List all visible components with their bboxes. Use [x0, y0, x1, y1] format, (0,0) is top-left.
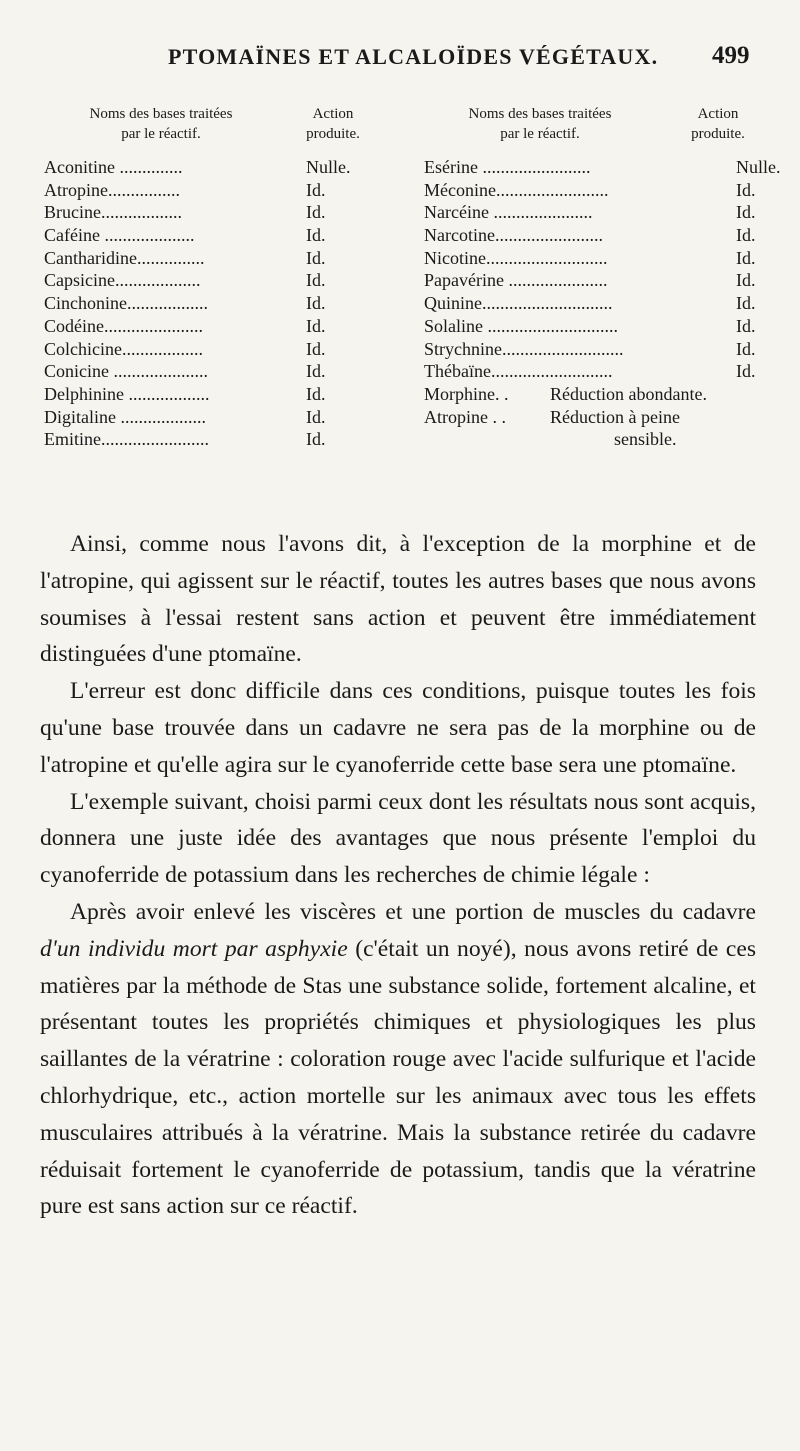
base-name: Colchicine..................: [44, 338, 203, 359]
base-name: Atropine................: [44, 179, 180, 200]
base-name: Digitaline ...................: [44, 406, 206, 427]
table-row: [44, 269, 404, 292]
action-value: Id.: [306, 179, 326, 200]
base-name: Atropine . .: [424, 406, 506, 427]
table-row: [44, 383, 404, 406]
action-value: Id.: [306, 338, 326, 359]
action-value: Id.: [736, 202, 756, 223]
left-action-header: Action produite.: [306, 106, 360, 142]
right-column: [424, 156, 781, 451]
table-row: [44, 315, 404, 338]
paragraph-text: (c'était un noyé), nous avons retiré de ces matières par la méthode de Stas une substance solide, fortement alcaline, et présentant toutes les propriétés chimiques et physiologiques les plus saillantes de la vératrine : coloration rouge avec l'acide sulfurique et l'acide chlorhydrique, etc., action mortelle sur les animaux avec tous les effets musculaires attribués à la vératrine. Mais la substance retirée du cadavre réduisait fortement le cyanoferride de potassium, tandis que la vératrine pure est sans action sur ce réactif.: [40, 935, 757, 1220]
base-name: Capsicine...................: [44, 270, 201, 291]
action-value: Id.: [306, 361, 326, 382]
base-name: Strychnine...........................: [424, 338, 624, 359]
action-value: Id.: [306, 429, 326, 450]
action-value: Id.: [736, 293, 756, 314]
table-row: [424, 156, 781, 179]
action-value: Nulle.: [306, 157, 351, 177]
table-row: [424, 224, 776, 247]
base-name: Codéine......................: [44, 315, 203, 336]
base-name: Quinine.............................: [424, 293, 613, 314]
base-name: Cinchonine..................: [44, 293, 208, 314]
action-value: Id.: [736, 338, 756, 359]
base-name: Delphinine ..................: [44, 383, 210, 404]
action-value: Id.: [736, 179, 756, 200]
action-value: Id.: [306, 383, 326, 404]
base-name: Cantharidine...............: [44, 247, 205, 268]
base-name: Esérine ........................: [424, 157, 591, 177]
paragraph-text: Après avoir enlevé les viscères et une portion de muscles du cadavre: [70, 898, 756, 925]
table-row: [44, 338, 404, 361]
base-name: Solaline .............................: [424, 315, 618, 336]
running-head: [0, 44, 800, 74]
paragraph: L'exemple suivant, choisi parmi ceux dont les résultats nous sont acquis, donnera une juste idée des avantages que nous présente l'emploi du cyanoferride de potassium dans les recherches de chimie légale :: [40, 788, 756, 889]
base-name: Caféine ....................: [44, 225, 195, 246]
action-value: Id.: [736, 270, 756, 291]
base-name: Thébaïne...........................: [424, 361, 613, 382]
table-row: [44, 224, 404, 247]
table-row: [424, 201, 776, 224]
table-row: [424, 269, 776, 292]
action-value: Id.: [736, 315, 756, 336]
right-action-header: Action produite.: [691, 106, 745, 142]
table-row: [424, 338, 776, 361]
table-row: [44, 156, 404, 179]
base-name: Papavérine ......................: [424, 270, 608, 291]
table-row: [424, 360, 776, 383]
italic-phrase: d'un individu mort par asphyxie: [40, 935, 348, 962]
right-name-header: Noms des bases traitées par le réactif.: [468, 106, 612, 142]
action-value: Réduction abondante.: [550, 383, 707, 404]
table-row: [44, 201, 404, 224]
left-column: [44, 156, 404, 451]
page-number: 499: [712, 42, 750, 69]
table-row: [424, 179, 776, 202]
base-name: Aconitine ..............: [44, 157, 183, 177]
paragraph: L'erreur est donc difficile dans ces conditions, puisque toutes les fois qu'une base trouvée dans un cadavre ne sera pas de la morphine ou de l'atropine et qu'elle agira sur le cyanoferride cette base sera une ptomaïne.: [40, 678, 756, 778]
action-value: Id.: [736, 225, 756, 246]
table-row: [424, 428, 776, 451]
action-value: Réduction à peine: [550, 406, 680, 427]
table-row: [44, 247, 404, 270]
table-row: [44, 292, 404, 315]
table-row: [44, 406, 404, 429]
action-value: Id.: [306, 270, 326, 291]
table-row: [44, 179, 404, 202]
table-row: [424, 315, 776, 338]
table-row: [44, 428, 404, 451]
table-row: [424, 383, 776, 406]
action-value: Id.: [306, 315, 326, 336]
action-value: Id.: [306, 225, 326, 246]
base-name: Méconine.........................: [424, 179, 609, 200]
body-text: [40, 526, 756, 1225]
action-value: Id.: [306, 247, 326, 268]
reaction-table: [40, 104, 781, 496]
action-value: Nulle.: [736, 157, 781, 177]
action-value: Id.: [306, 406, 326, 427]
paragraph: Ainsi, comme nous l'avons dit, à l'exception de la morphine et de l'atropine, qui agissent sur le réactif, toutes les autres bases que nous avons soumises à l'essai restent sans action et peuvent être immédiatement distinguées d'une ptomaïne.: [40, 531, 756, 668]
base-name: Emitine........................: [44, 429, 209, 450]
base-name: Brucine..................: [44, 202, 182, 223]
base-name: Narcéine ......................: [424, 202, 593, 223]
table-row: [424, 406, 776, 429]
base-name: Nicotine...........................: [424, 247, 608, 268]
paragraph: [40, 894, 756, 1225]
left-name-header: Noms des bases traitées par le réactif.: [89, 106, 233, 142]
table-row: [424, 247, 776, 270]
running-title: PTOMAÏNES ET ALCALOÏDES VÉGÉTAUX.: [168, 44, 659, 69]
action-value: Id.: [306, 202, 326, 223]
action-value: Id.: [306, 293, 326, 314]
action-value: Id.: [736, 247, 756, 268]
base-name: Morphine. .: [424, 383, 509, 404]
base-name: Narcotine........................: [424, 225, 603, 246]
action-value: sensible.: [614, 429, 677, 450]
table-row: [44, 360, 404, 383]
action-value: Id.: [736, 361, 756, 382]
base-name: Conicine .....................: [44, 361, 208, 382]
table-row: [424, 292, 776, 315]
